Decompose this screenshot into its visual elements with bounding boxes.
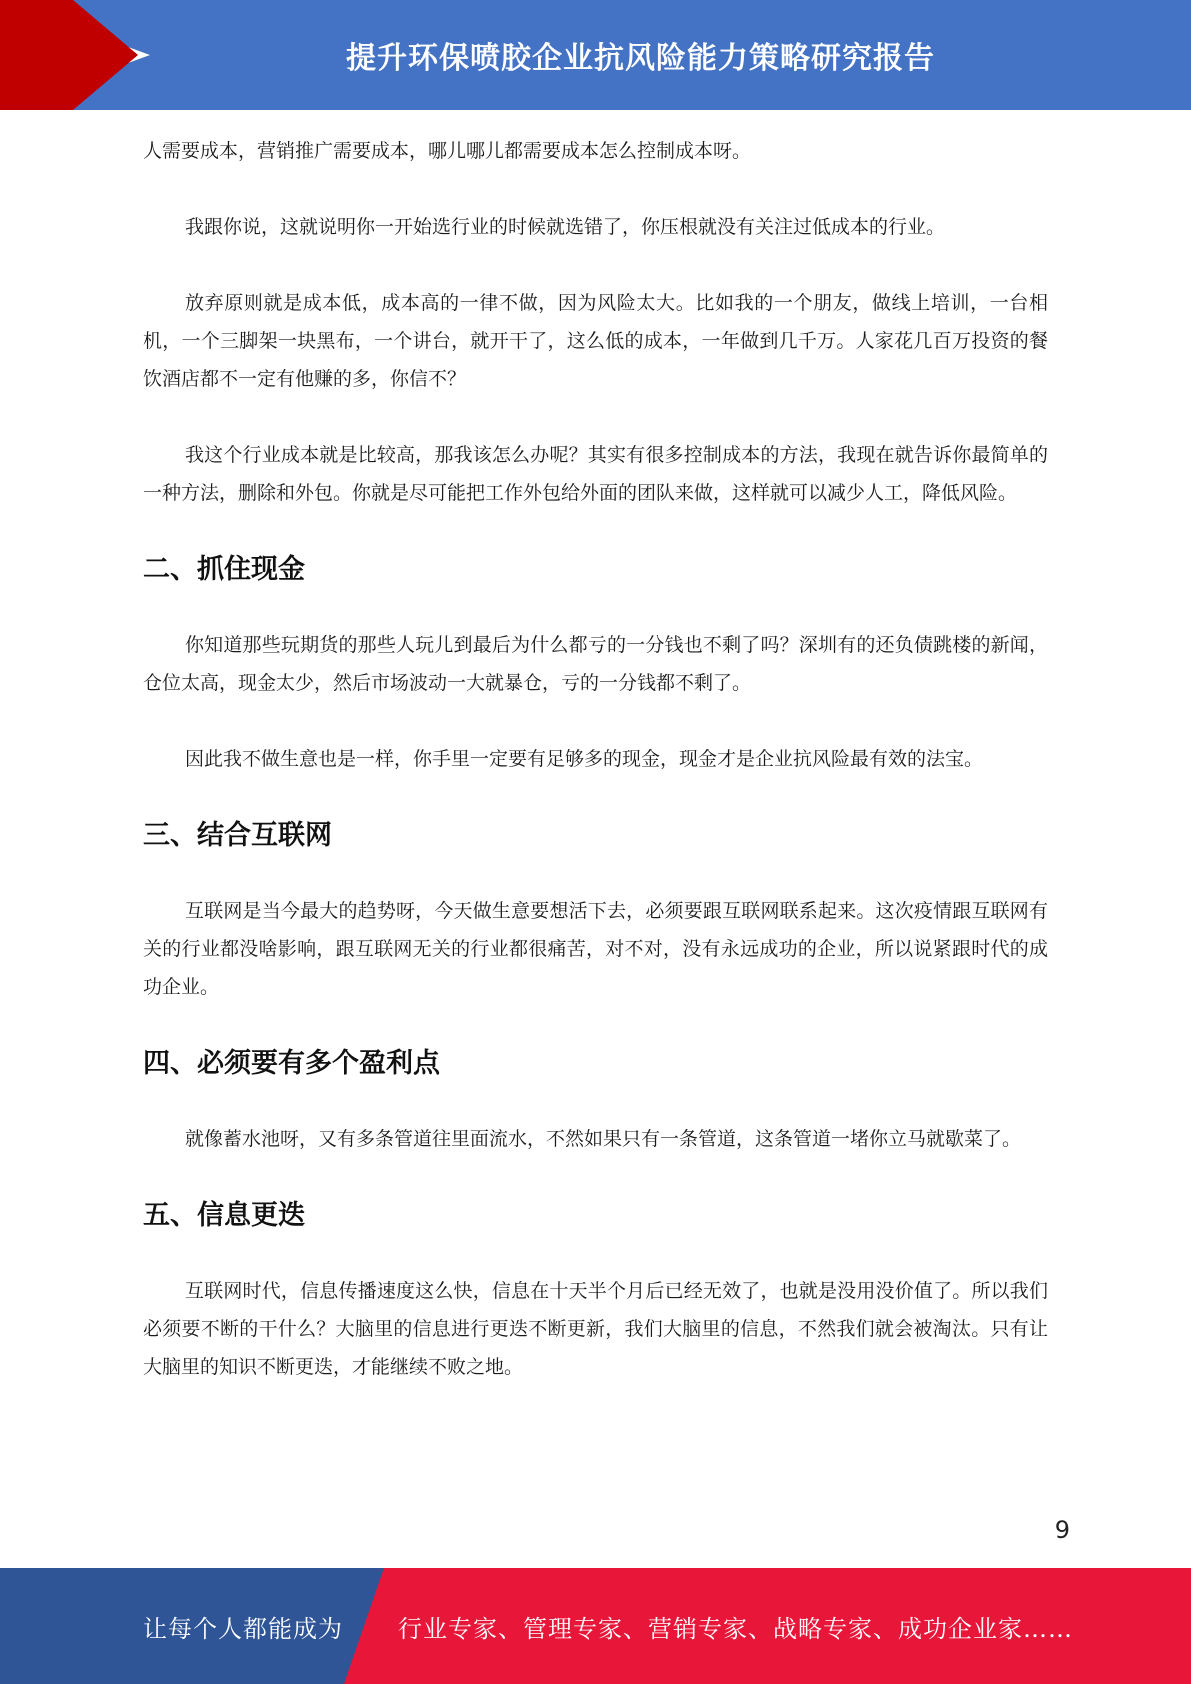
page-header bbox=[0, 0, 1191, 110]
paragraph: 我这个行业成本就是比较高，那我该怎么办呢？其实有很多控制成本的方法，我现在就告诉你最简单的一种方法，删除和外包。你就是尽可能把工作外包给外面的团队来做，这样就可以减少人工，降低风险。 bbox=[143, 444, 1048, 504]
page-number: 9 bbox=[1054, 1516, 1070, 1544]
section-heading: 二、抓住现金 bbox=[143, 554, 305, 585]
page-footer bbox=[0, 1568, 1191, 1684]
paragraph: 互联网时代，信息传播速度这么快，信息在十天半个月后已经无效了，也就是没用没价值了。所以我们必须要不断的干什么？大脑里的信息进行更迭不断更新，我们大脑里的信息，不然我们就会被淘汰。只有让大脑里的知识不断更迭，才能继续不败之地。 bbox=[143, 1280, 1048, 1378]
paragraph: 放弃原则就是成本低，成本高的一律不做，因为风险太大。比如我的一个朋友，做线上培训，一台相机，一个三脚架一块黑布，一个讲台，就开干了，这么低的成本，一年做到几千万。人家花几百万投资的餐饮酒店都不一定有他赚的多，你信不？ bbox=[143, 292, 1048, 390]
footer-slogan-left: 让每个人都能成为 bbox=[143, 1614, 343, 1643]
report-title: 提升环保喷胶企业抗风险能力策略研究报告 bbox=[346, 41, 935, 76]
section-heading: 五、信息更迭 bbox=[143, 1200, 305, 1231]
paragraph: 就像蓄水池呀，又有多条管道往里面流水，不然如果只有一条管道，这条管道一堵你立马就歇菜了。 bbox=[185, 1128, 1022, 1150]
paragraph: 你知道那些玩期货的那些人玩儿到最后为什么都亏的一分钱也不剩了吗？深圳有的还负债跳楼的新闻，仓位太高，现金太少，然后市场波动一大就暴仓，亏的一分钱都不剩了。 bbox=[143, 634, 1048, 694]
paragraph: 因此我不做生意也是一样，你手里一定要有足够多的现金，现金才是企业抗风险最有效的法宝。 bbox=[185, 748, 984, 770]
footer-slogan-right: 行业专家、管理专家、营销专家、战略专家、成功企业家…… bbox=[398, 1614, 1073, 1643]
paragraph: 互联网是当今最大的趋势呀，今天做生意要想活下去，必须要跟互联网联系起来。这次疫情跟互联网有关的行业都没啥影响，跟互联网无关的行业都很痛苦，对不对，没有永远成功的企业，所以说紧跟时代的成功企业。 bbox=[143, 900, 1048, 998]
section-heading: 四、必须要有多个盈利点 bbox=[143, 1048, 440, 1079]
document-body bbox=[143, 132, 1048, 1424]
section-heading: 三、结合互联网 bbox=[143, 820, 332, 851]
paragraph: 人需要成本，营销推广需要成本，哪儿哪儿都需要成本怎么控制成本呀。 bbox=[143, 140, 752, 162]
paragraph: 我跟你说，这就说明你一开始选行业的时候就选错了，你压根就没有关注过低成本的行业。 bbox=[185, 216, 946, 238]
